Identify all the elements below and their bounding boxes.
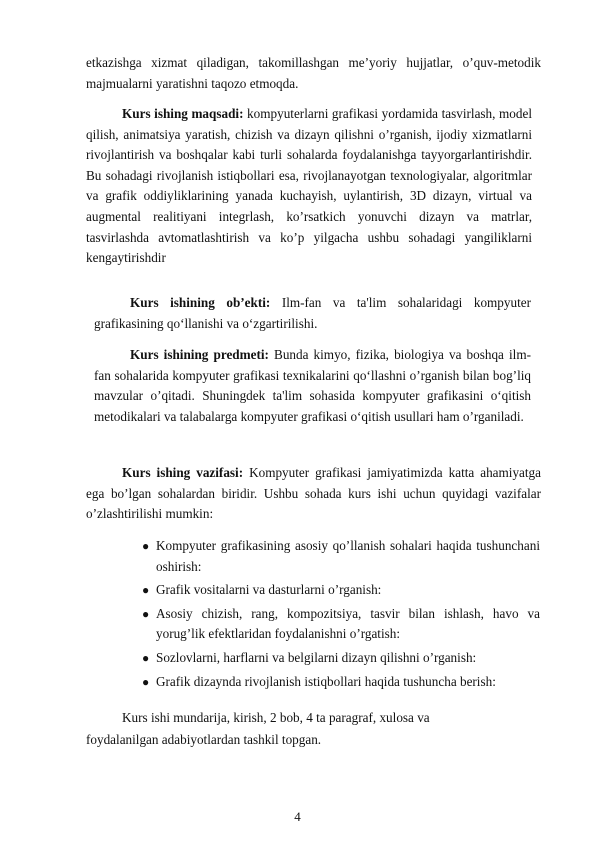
subject-paragraph [94,345,531,427]
list-item: ● Grafik dizaynda rivojlanish istiqbollari haqida tushuncha berish: [156,672,540,693]
goal-label: Kurs ishing maqsadi: [122,106,244,121]
goal-text: kompyuterlarni grafikasi yordamida tasvirlash, model qilish, animatsiya yaratish, chizish va dizayn qilishni o’rganish, ijodiy xizmatlarni rivojlantirish va boshqalar kabi turli sohalarda foydalanishga tayyorgarlantirishdir. Bu sohadagi rivojlanish istiqbollari esa, rivojlanayotgan texnologiyalar, algoritmlar va grafik oddiyliklarining yanada kuchayish, uylantirish, 3D dizayn, virtual va augmental realitiyani integrlash, ko’rsatkich yonuvchi dizayn va matrlar, tasvirlashda avtomatlashtirish va ko’p yilgacha ushbu sohadagi yangiliklarni kengaytirishdir [86,106,532,266]
tasks-label: Kurs ishing vazifasi: [122,465,244,480]
list-item: ● Sozlovlarni, harflarni va belgilarni dizayn qilishni o’rganish: [156,648,540,669]
tasks-text: Kompyuter grafikasi jamiyatimizda katta ahamiyatga ega bo’lgan sohalardan biridir. Ushbu sohada kurs ishi uchun quyidagi vazifalar o’zlashtirilishi mumkin: [86,465,542,522]
contents-line-2: foydalanilgan adabiyotlardan tashkil topgan. [86,732,322,747]
bullet-icon: ● [142,674,150,689]
bullet-icon: ● [142,650,150,665]
tasks-paragraph [86,463,541,525]
contents-line-1: Kurs ishi mundarija, kirish, 2 bob, 4 ta paragraf, xulosa va [122,710,430,725]
object-paragraph [94,293,531,334]
list-item: ● Asosiy chizish, rang, kompozitsiya, tasvir bilan ishlash, havo va yorug’lik efektlaridan foydalanishni o’rgatish: [142,605,540,642]
tasks-list [142,536,540,695]
bullet-icon: ● [142,539,150,553]
bullet-icon: ● [142,583,150,598]
goal-paragraph [86,104,532,269]
list-item: ● Grafik vositalarni va dasturlarni o’rganish: [156,580,540,601]
page-number: 4 [294,809,301,824]
object-label: Kurs ishining ob’ekti: [130,295,271,310]
bullet-icon: ● [142,606,150,621]
intro-paragraph: etkazishga xizmat qiladigan, takomillashgan me’yoriy hujjatlar, o’quv-metodik majmualarni yaratishni taqozo etmoqda. [86,55,541,91]
object-text: Ilm-fan va ta'lim sohalaridagi kompyuter grafikasining qo‘llanishi va o‘zgartirilishi. [94,295,531,331]
list-item: ● Kompyuter grafikasining asosiy qo’llanish sohalari haqida tushunchani oshirish: [142,538,540,574]
subject-label: Kurs ishining predmeti: [130,347,269,362]
subject-text: Bunda kimyo, fizika, biologiya va boshqa ilm-fan sohalarida kompyuter grafikasi texnikalarini qo‘llashni o’rganish bilan bog’liq mavzular o’qitadi. Shuningdek ta'lim sohasida kompyuter grafikasini o‘qitish metodikalari va talabalarga kompyuter grafikasi o‘qitish usullari ham o’rganiladi. [94,347,531,424]
